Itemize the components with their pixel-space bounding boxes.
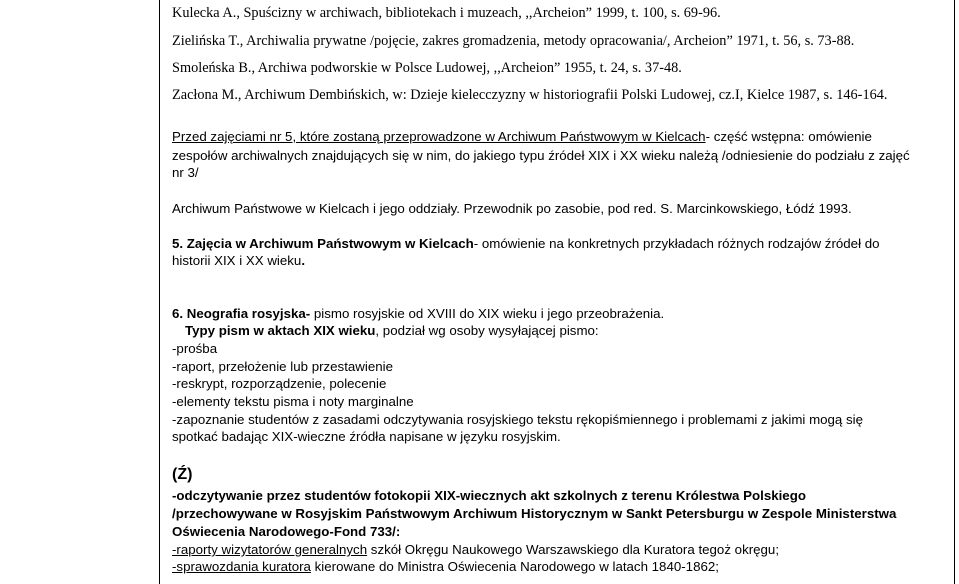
section5-heading-line <box>172 235 880 253</box>
section5-intro-underlined: Przed zajęciami nr 5, które zostaną przeprowadzone w Archiwum Państwowym w Kielcach <box>172 129 706 144</box>
reference-4 <box>172 86 887 104</box>
section-z-item-underlined: -sprawozdania kuratora <box>172 559 311 574</box>
reference-2 <box>172 32 854 50</box>
left-border-rule <box>159 0 160 584</box>
reference-1 <box>172 4 721 22</box>
section6-item: -zapoznanie studentów z zasadami odczytywania rosyjskiego tekstu rękopiśmiennego i problemami z jakimi mogą się <box>172 412 864 427</box>
section6-heading-line <box>172 305 664 323</box>
reference-text: , Archiwum Dembińskich, w: Dzieje kielecczyzny w historiografii Polski Ludowej, cz.I, Kielce 1987, s. 146-164. <box>237 87 888 103</box>
section-z-bold-line: Oświecenia Narodowego-Fond 733/: <box>172 524 401 539</box>
reference-text: , Archiwa podworskie w Polsce Ludowej, ,,Archeion” 1955, t. 24, s. 37-48. <box>251 60 682 76</box>
section6-item: -prośba <box>172 341 218 356</box>
section6-item: -elementy tekstu pisma i noty marginalne <box>172 394 414 409</box>
section6-item: -reskrypt, rozporządzenie, polecenie <box>172 376 387 391</box>
reference-text: , Archiwalia prywatne /pojęcie, zakres gromadzenia, metody opracowania/, Archeion” 1971, t. 56, s. 73-88. <box>239 33 855 49</box>
section-z-bold-line: -odczytywanie przez studentów fotokopii XIX-wiecznych akt szkolnych z terenu Królestwa Polskiego <box>172 488 806 503</box>
right-border-rule <box>954 0 955 584</box>
section5-line2-text: historii XIX i XX wieku <box>172 253 302 268</box>
reference-author: Zacłona M. <box>172 87 238 103</box>
section6-item: spotkać badając XIX-wieczne źródła napisane w języku rosyjskim. <box>172 429 561 444</box>
section5-line2-period: . <box>301 253 306 268</box>
reference-author: Smoleńska B. <box>172 60 252 76</box>
section6-types-bold: Typy pism w aktach XIX wieku <box>185 323 376 338</box>
section-z-item-rest: kierowane do Ministra Oświecenia Narodowego w latach 1840-1862; <box>310 559 719 574</box>
archive-guide-reference: Archiwum Państwowe w Kielcach i jego oddziały. Przewodnik po zasobie, pod red. S. Marcinkowskiego, Łódź 1993. <box>172 201 852 216</box>
section5-intro-line1 <box>172 128 872 146</box>
section-z-item <box>172 541 779 559</box>
section5-line2 <box>172 252 305 270</box>
section-z-item-rest: szkół Okręgu Naukowego Warszawskiego dla Kuratora tegoż okręgu; <box>367 542 780 557</box>
reference-3 <box>172 59 682 77</box>
section-z-item <box>172 558 719 576</box>
section5-intro-line3: nr 3/ <box>172 165 199 180</box>
section5-intro-line2: zespołów archiwalnych znajdujących się w nim, do jakiego typu źródeł XIX i XX wieku należą /odniesienie do podziału z zajęć <box>172 148 910 163</box>
reference-author: Kulecka A. <box>172 5 237 21</box>
reference-text: , Spuścizny w archiwach, bibliotekach i muzeach, ,,Archeion” 1999, t. 100, s. 69-96. <box>236 5 721 21</box>
section-z-marker: (Ź) <box>172 466 193 483</box>
section6-item: -raport, przełożenie lub przestawienie <box>172 359 393 374</box>
reference-author: Zielińska T. <box>172 33 240 49</box>
section-z-bold-line: /przechowywane w Rosyjskim Państwowym Archiwum Historycznym w Sankt Petersburgu w Zespole Ministerstwa <box>172 506 897 521</box>
section6-types-rest: , podział wg osoby wysyłającej pismo: <box>375 323 599 338</box>
section5-intro-rest: - część wstępna: omówienie <box>705 129 872 144</box>
section-z-item-underlined: -raporty wizytatorów generalnych <box>172 542 368 557</box>
section6-title: 6. Neografia rosyjska- <box>172 306 311 321</box>
section5-title: 5. Zajęcia w Archiwum Państwowym w Kielcach <box>172 236 474 251</box>
section5-rest: - omówienie na konkretnych przykładach różnych rodzajów źródeł do <box>473 236 880 251</box>
section6-rest: pismo rosyjskie od XVIII do XIX wieku i jego przeobrażenia. <box>310 306 665 321</box>
section6-types-line <box>185 322 599 340</box>
